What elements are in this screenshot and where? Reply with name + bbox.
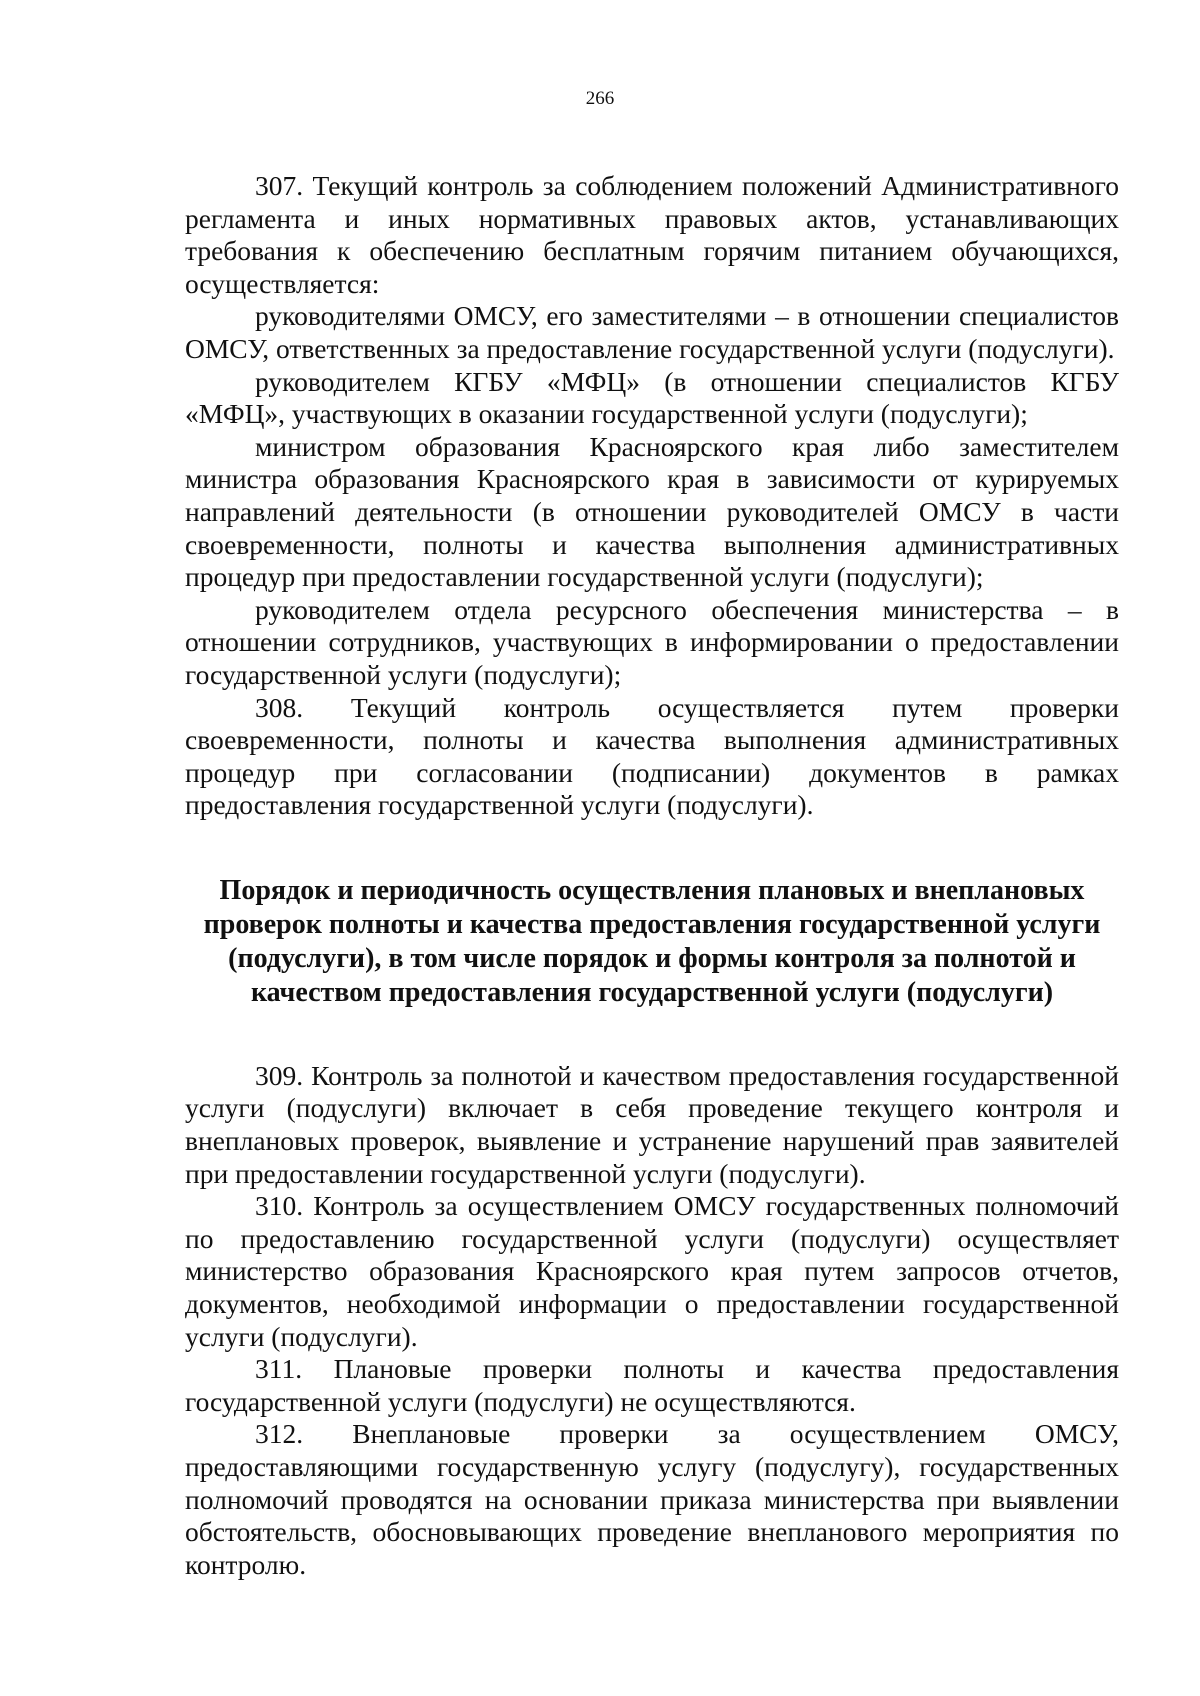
paragraph-omsu-heads: руководителями ОМСУ, его заместителями – в отношении специалистов ОМСУ, ответственных за предоставление государственной услуги (подуслуги). [185,300,1119,364]
page-number: 266 [585,88,615,109]
paragraph-minister: министром образования Красноярского края либо заместителем министра образования Красноярского края в зависимости от курируемых направлений деятельности (в отношении руководителей ОМСУ в части своевременности, полноты и качества выполнения административных процедур при предоставлении государственной услуги (подуслуги); [185,430,1119,593]
paragraph-307: 307. Текущий контроль за соблюдением положений Административного регламента и иных нормативных правовых актов, устанавливающих требования к обеспечению бесплатным горячим питанием обучающихся, осуществляется: [185,170,1119,299]
paragraph-310: 310. Контроль за осуществлением ОМСУ государственных полномочий по предоставлению государственной услуги (подуслуги) осуществляет министерство образования Красноярского края путем запросов отчетов, документов, необходимой информации о предоставлении государственной услуги (подуслуги). [185,1190,1119,1352]
paragraph-312: 312. Внеплановые проверки за осуществлением ОМСУ, предоставляющими государственную услугу (подуслугу), государственных полномочий проводятся на основании приказа министерства при выявлении обстоятельств, обосновывающих проведение внепланового мероприятия по контролю. [185,1418,1119,1580]
paragraph-309: 309. Контроль за полнотой и качеством предоставления государственной услуги (подуслуги) включает в себя проведение текущего контроля и внеплановых проверок, выявление и устранение нарушений прав заявителей при предоставлении государственной услуги (подуслуги). [185,1059,1119,1189]
paragraph-308: 308. Текущий контроль осуществляется путем проверки своевременности, полноты и качества выполнения административных процедур при согласовании (подписании) документов в рамках предоставления государственной услуги (подуслуги). [185,691,1119,821]
document-body [185,170,1119,1581]
paragraph-311: 311. Плановые проверки полноты и качества предоставления государственной услуги (подуслуги) не осуществляются. [185,1353,1119,1417]
paragraph-resource-dept: руководителем отдела ресурсного обеспечения министерства – в отношении сотрудников, участвующих в информировании о предоставлении государственной услуги (подуслуги); [185,593,1119,690]
section-heading: Порядок и периодичность осуществления плановых и внеплановых проверок полноты и качества предоставления государственной услуги (подуслуги), в том числе порядок и формы контроля за полнотой и качеством предоставления государственной услуги (подуслуги) [203,874,1101,1008]
paragraph-mfc-head: руководителем КГБУ «МФЦ» (в отношении специалистов КГБУ «МФЦ», участвующих в оказании государственной услуги (подуслуги); [185,365,1119,430]
